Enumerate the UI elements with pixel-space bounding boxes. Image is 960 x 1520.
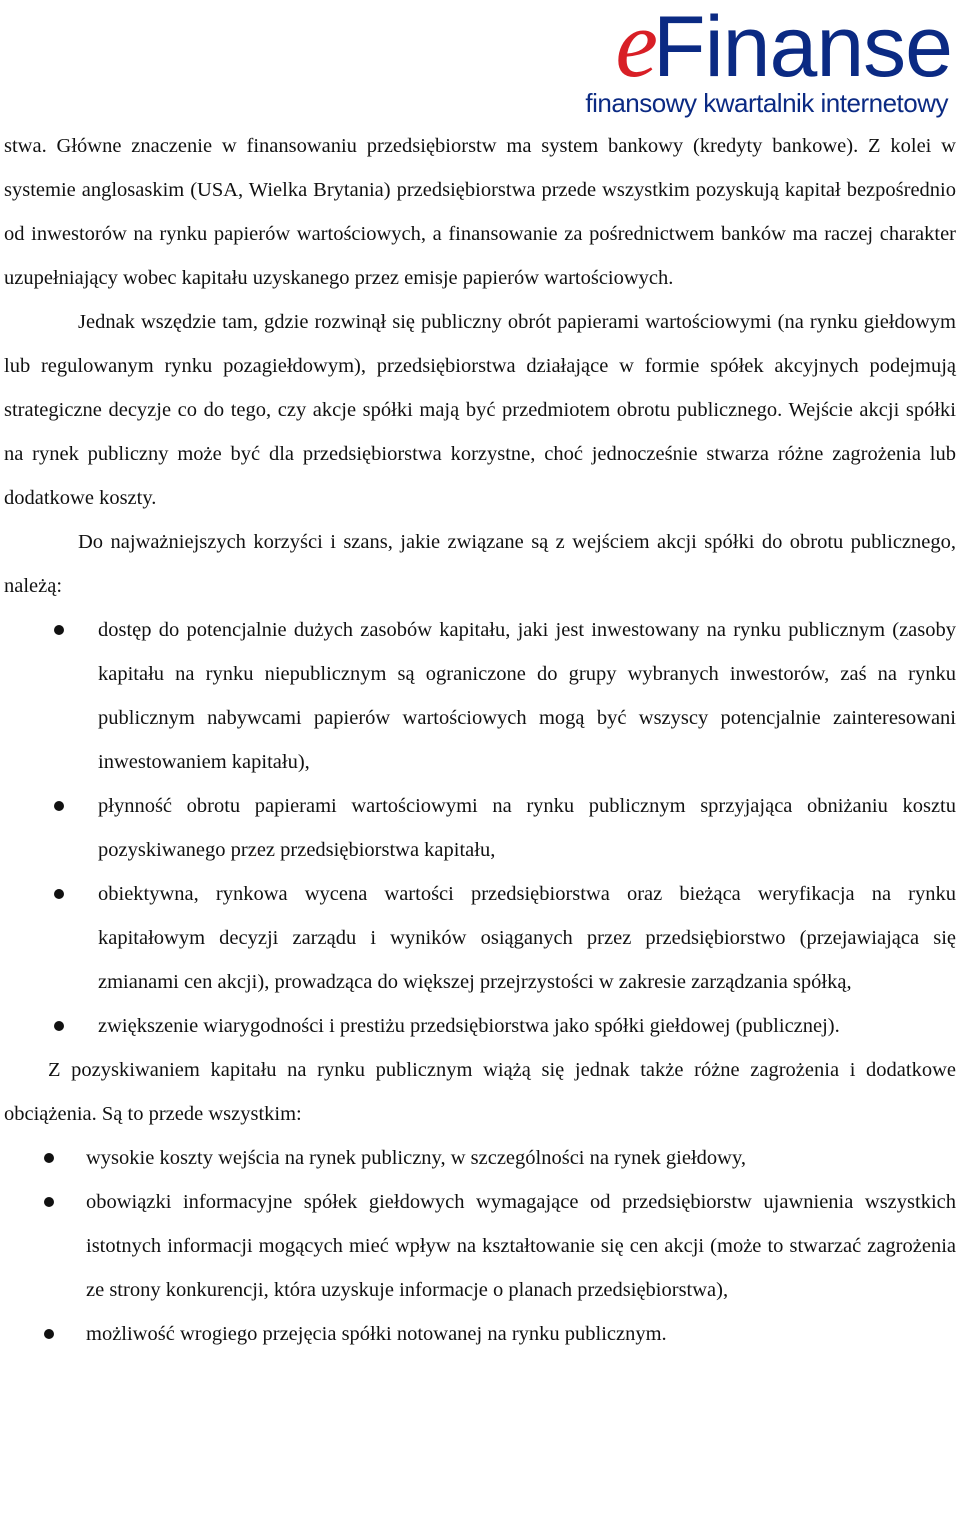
paragraph-benefits-intro: Do najważniejszych korzyści i szans, jakie związane są z wejściem akcji spółki do obrotu publicznego, należą: <box>4 531 956 597</box>
bullet-icon <box>44 1153 54 1163</box>
list-item <box>4 1180 956 1312</box>
list-item-text: możliwość wrogiego przejęcia spółki notowanej na rynku publicznym. <box>86 1323 667 1345</box>
list-item-text: płynność obrotu papierami wartościowymi na rynku publicznym sprzyjająca obniżaniu kosztu pozyskiwanego przez przedsiębiorstwa kapitału, <box>98 795 956 861</box>
efinanse-logo <box>572 0 952 128</box>
list-item-text: dostęp do potencjalnie dużych zasobów kapitału, jaki jest inwestowany na rynku publicznym (zasoby kapitału na rynku niepublicznym są ograniczone do grupy wybranych inwestorów, zaś na rynku publicznym nabywcami papierów wartościowych mogą być wszyscy potencjalnie zainteresowani inwestowaniem kapitału), <box>98 619 956 773</box>
bullet-icon <box>44 1329 54 1339</box>
list-item <box>4 1136 956 1180</box>
list-item <box>4 1004 956 1048</box>
list-item-text: zwiększenie wiarygodności i prestiżu przedsiębiorstwa jako spółki giełdowej (publicznej). <box>98 1015 840 1037</box>
list-item-text: obowiązki informacyjne spółek giełdowych wymagające od przedsiębiorstw ujawnienia wszystkich istotnych informacji mogących mieć wpływ na kształtowanie się cen akcji (może to stwarzać zagrożenia ze strony konkurencji, która uzyskuje informacje o planach przedsiębiorstwa), <box>86 1191 956 1301</box>
logo-word: Finanse <box>653 0 952 95</box>
paragraph-public-trading: Jednak wszędzie tam, gdzie rozwinął się publiczny obrót papierami wartościowymi (na rynku giełdowym lub regulowanym rynku pozagiełdowym), przedsiębiorstwa działające w formie spółek akcyjnych podejmują strategiczne decyzje co do tego, czy akcje spółki mają być przedmiotem obrotu publicznego. Wejście akcji spółki na rynek publiczny może być dla przedsiębiorstwa korzystne, choć jednocześnie stwarza różne zagrożenia lub dodatkowe koszty. <box>4 311 956 509</box>
benefits-list <box>4 608 956 1048</box>
bullet-icon <box>54 889 64 899</box>
logo-e-letter: e <box>615 0 658 97</box>
list-item-text: wysokie koszty wejścia na rynek publiczny, w szczególności na rynek giełdowy, <box>86 1147 746 1169</box>
list-item <box>4 872 956 1004</box>
list-item <box>4 608 956 784</box>
list-item <box>4 784 956 872</box>
paragraph-intro: stwa. Główne znaczenie w finansowaniu przedsiębiorstw ma system bankowy (kredyty bankowe). Z kolei w systemie anglosaskim (USA, Wielka Brytania) przedsiębiorstwa przede wszystkim pozyskują kapitał bezpośrednio od inwestorów na rynku papierów wartościowych, a finansowanie za pośrednictwem banków ma raczej charakter uzupełniający wobec kapitału uzyskanego przez emisje papierów wartościowych. <box>4 135 956 289</box>
risks-list <box>4 1136 956 1356</box>
bullet-icon <box>54 625 64 635</box>
bullet-icon <box>54 801 64 811</box>
bullet-icon <box>44 1197 54 1207</box>
list-item <box>4 1312 956 1356</box>
document-body <box>4 124 956 1356</box>
paragraph-risks-intro: Z pozyskiwaniem kapitału na rynku publicznym wiążą się jednak także różne zagrożenia i dodatkowe obciążenia. Są to przede wszystkim: <box>4 1059 956 1125</box>
list-item-text: obiektywna, rynkowa wycena wartości przedsiębiorstwa oraz bieżąca weryfikacja na rynku kapitałowym decyzji zarządu i wyników osiąganych przez przedsiębiorstwo (przejawiająca się zmianami cen akcji), prowadząca do większej przejrzystości w zakresie zarządzania spółką, <box>98 883 956 993</box>
logo-wordmark <box>615 0 952 97</box>
bullet-icon <box>54 1021 64 1031</box>
logo-tagline: finansowy kwartalnik internetowy <box>585 88 948 118</box>
